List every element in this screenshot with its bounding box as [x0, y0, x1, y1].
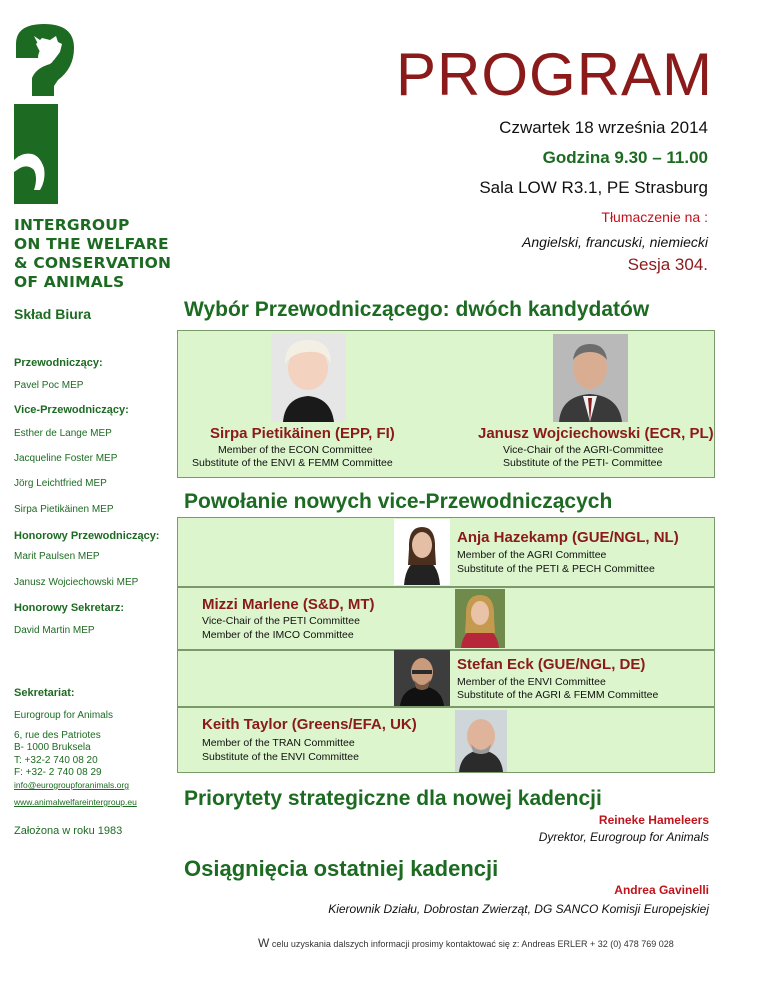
- candidate-name: Janusz Wojciechowski (ECR, PL): [478, 425, 714, 442]
- vice-candidate-name: Keith Taylor (Greens/EFA, UK): [202, 716, 417, 733]
- intergroup-logo: [10, 22, 80, 212]
- person-portrait-icon: [455, 589, 505, 648]
- person-portrait-icon: [394, 519, 450, 585]
- person-portrait-icon: [271, 334, 346, 422]
- vice-candidate-role: Substitute of the PETI & PECH Committee: [457, 563, 655, 575]
- section-title-achievements: Osiągnięcia ostatniej kadencji: [184, 856, 499, 881]
- vice-name: Jörg Leichtfried MEP: [14, 478, 107, 489]
- candidate-name: Sirpa Pietikäinen (EPP, FI): [210, 425, 395, 442]
- candidate-role: Substitute of the PETI- Committee: [503, 457, 663, 469]
- person-portrait-icon: [553, 334, 628, 422]
- translation-label: Tłumaczenie na :: [601, 209, 708, 225]
- speaker-name: Reineke Hameleers: [598, 813, 709, 827]
- speaker-role: Kierownik Działu, Dobrostan Zwierząt, DG SANCO Komisji Europejskiej: [328, 902, 709, 916]
- vice-candidate-role: Member of the AGRI Committee: [457, 549, 607, 561]
- vice-heading: Vice-Przewodniczący:: [14, 404, 129, 416]
- cow-seal-logo-icon: [10, 22, 80, 212]
- section-title-priorities: Priorytety strategiczne dla nowej kadencji: [184, 787, 602, 810]
- logo-line: INTERGROUP: [14, 216, 130, 234]
- vice-candidate-photo: [455, 589, 505, 648]
- footer-text: celu uzyskania dalszych informacji prosimy kontaktować się z: Andreas ERLER + 32 (0) 478 769 028: [269, 939, 674, 949]
- translation-languages: Angielski, francuski, niemiecki: [522, 234, 708, 250]
- email-link[interactable]: info@eurogroupforanimals.org: [14, 780, 129, 790]
- vice-candidate-role: Substitute of the AGRI & FEMM Committee: [457, 689, 659, 701]
- candidate-role: Substitute of the ENVI & FEMM Committee: [192, 457, 393, 469]
- vice-candidate-role: Vice-Chair of the PETI Committee: [202, 615, 360, 627]
- vice-candidate-role: Substitute of the ENVI Committee: [202, 751, 359, 763]
- hon-chair-name: Marit Paulsen MEP: [14, 551, 100, 562]
- person-portrait-icon: [394, 650, 450, 706]
- candidate-photo: [271, 334, 346, 422]
- page-title: PROGRAM: [396, 41, 714, 108]
- event-room: Sala LOW R3.1, PE Strasburg: [479, 178, 708, 197]
- vice-candidate-photo: [394, 519, 450, 585]
- address-line: 6, rue des Patriotes: [14, 730, 101, 741]
- section-title-election: Wybór Przewodniczącego: dwóch kandydatów: [184, 298, 650, 321]
- logo-line: ON THE WELFARE: [14, 235, 169, 253]
- vice-name: Sirpa Pietikäinen MEP: [14, 504, 114, 515]
- vice-candidate-name: Stefan Eck (GUE/NGL, DE): [457, 656, 646, 673]
- fax: F: +32- 2 740 08 29: [14, 767, 102, 778]
- founded-year: Założona w roku 1983: [14, 825, 123, 837]
- phone: T: +32-2 740 08 20: [14, 755, 98, 766]
- website-link[interactable]: www.animalwelfareintergroup.eu: [14, 797, 137, 807]
- session-number: Sesja 304.: [627, 255, 708, 274]
- secretariat-org: Eurogroup for Animals: [14, 710, 113, 721]
- vice-candidate-name: Mizzi Marlene (S&D, MT): [202, 596, 375, 613]
- footer-initial: W: [258, 936, 270, 950]
- vice-candidate-name: Anja Hazekamp (GUE/NGL, NL): [457, 529, 679, 546]
- logo-text: [14, 216, 171, 292]
- sidebar-title: Skład Biura: [14, 306, 92, 322]
- chair-heading: Przewodniczący:: [14, 357, 103, 369]
- speaker-name: Andrea Gavinelli: [614, 883, 709, 897]
- person-portrait-icon: [455, 710, 507, 772]
- secretariat-heading: Sekretariat:: [14, 687, 75, 699]
- hon-chair-heading: Honorowy Przewodniczący:: [14, 530, 160, 542]
- vice-name: Esther de Lange MEP: [14, 428, 112, 439]
- hon-chair-name: Janusz Wojciechowski MEP: [14, 577, 139, 588]
- vice-name: Jacqueline Foster MEP: [14, 453, 118, 464]
- vice-candidate-role: Member of the TRAN Committee: [202, 737, 355, 749]
- candidate-role: Member of the ECON Committee: [218, 444, 373, 456]
- speaker-role: Dyrektor, Eurogroup for Animals: [538, 830, 709, 844]
- contact-footer: [258, 936, 674, 950]
- candidate-role: Vice-Chair of the AGRI-Committee: [503, 444, 664, 456]
- vice-candidate-role: Member of the IMCO Committee: [202, 629, 354, 641]
- address-line: B- 1000 Bruksela: [14, 742, 91, 753]
- vice-candidate-photo: [455, 710, 507, 772]
- vice-candidate-photo: [394, 650, 450, 706]
- candidate-photo: [553, 334, 628, 422]
- event-date: Czwartek 18 września 2014: [499, 118, 708, 137]
- logo-line: OF ANIMALS: [14, 273, 125, 291]
- section-title-vice: Powołanie nowych vice-Przewodniczących: [184, 490, 613, 513]
- vice-candidate-role: Member of the ENVI Committee: [457, 676, 606, 688]
- logo-line: & CONSERVATION: [14, 254, 172, 272]
- hon-sec-heading: Honorowy Sekretarz:: [14, 602, 125, 614]
- hon-sec-name: David Martin MEP: [14, 625, 95, 636]
- event-time: Godzina 9.30 – 11.00: [542, 148, 708, 167]
- chair-name: Pavel Poc MEP: [14, 380, 84, 391]
